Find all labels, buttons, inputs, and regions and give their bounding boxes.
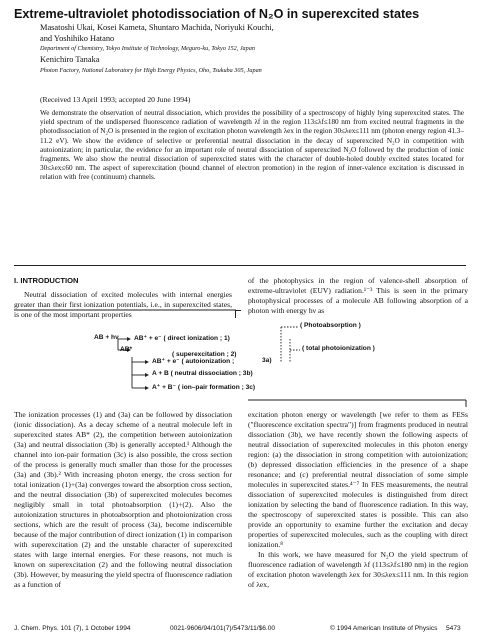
authors-line-2: and Yoshihiko Hatano	[40, 33, 115, 43]
body-left-column: The ionization processes (1) and (3a) can be followed by dissociation (ionic dissociation). As a decay scheme of a neutral molecule left in superexcited states AB* (2), the competition between autoionization (3a) and neutral dissociation (3b) is generally accepted.¹ Although the channel into ion-pair formation (3c) is also possible, the cross section of the process is generally much smaller than those for the processes (3a) and (3b).² With increasing photon energy, the cross section for total ionization (1)+(3a) converges toward the absorption cross section, and the neutral dissociation (3b) of superexcited molecules becomes negligibly small in total photoabsorption (1)+(2). Also the autoionization structures in photoabsorption and photoionization cross sections, which are the result of process (3a), become indiscernible because of the major contribution of direct ionization (1) in comparison with superexcitation (2) and the unstable character of superexcited states with large internal energies. For these reasons, not much is known on superexcitation (2) and the following neutral dissociation (3b). However, by measuring the yield spectra of fluorescence radiation as a function of	[14, 410, 232, 589]
article-title: Extreme-ultraviolet photodissociation of N₂O in superexcited states	[14, 7, 420, 21]
scheme-direct-ionization: AB⁺ + e⁻ ( direct ionization ; 1)	[134, 335, 230, 342]
scheme-photoabsorption: ( Photoabsorption )	[300, 322, 361, 329]
body-right-para-1: excitation photon energy or wavelength [we refer to them as FESs ("fluorescence excitation spectra")] from fragments produced in neutral dissociation (3b), we have recently shown the following aspects of neutral dissociation of superexcited molecules in this photon energy region: (a) the dissociation in strong competition with autoionization; (b) depressed dissociation efficiencies in the presence of a shape resonance; and (c) preferential neutral dissociation of some simple molecules in superexcited states.⁴⁻⁷ In FES measurements, the neutral dissociation of superexcited molecules is distinguished from direct ionization by selecting the band of fluorescence radiation. In this way, the spectroscopy of superexcited states is possible. This can also provide an opportunity to examine further the excitation and decay properties of superexcited molecules, such as the coupling with direct ionization.⁸	[248, 410, 468, 549]
scheme-neutral-dissociation: A + B ( neutral dissociation ; 3b)	[152, 370, 253, 377]
section-heading: I. INTRODUCTION	[14, 276, 79, 285]
scheme-total-photoionization: ( total photoionization )	[302, 345, 375, 352]
intro-right-column: of the photophysics in the region of valence-shell absorption of extreme-ultraviolet (EUV) radiation.¹⁻³ This is seen in the primary photophysical processes of a molecule AB following absorption of a photon with energy hν as	[248, 276, 468, 315]
scheme-autoionization: AB⁺ + e⁻ ( autoionization ;	[152, 358, 235, 365]
scheme-superexcited: AB*	[120, 346, 133, 353]
abstract: We demonstrate the observation of neutral dissociation, which provides the possibility of a spectroscopy of highly lying superexcited states. The yield spectrum of the undispersed fluorescence radiation of wavelength λf in the region 113≤λf≤180 nm from excited neutral fragments in the photodissociation of N₂O is presented in the region of excitation photon wavelength λex in the region 30≤λex≤111 nm (photon energy region 41.3–11.2 eV). We show the evidence of selective or preferential neutral dissociation in the decay of superexcited N₂O in competition with autoionization; in particular, the evidence for an important role of neutral dissociation of superexcited N₂O followed by the production of ionic fragments. We also show the neutral dissociation of superexcited states with the character of double-holed doubly excited states located for 30≤λex≤60 nm. The aspect of superexcitation (bound channel of electron promotion) in the region of inner-valence excitation is discussed in relation with free (continuum) channels.	[40, 109, 464, 182]
body-right-para-2: In this work, we have measured for N₂O the yield spectrum of fluorescence radiation of wavelength λf (113≤λf≤180 nm) in the region of excitation photon wavelength λex for 30≤λex≤111 nm. In this region of λex,	[248, 550, 468, 589]
footer-copyright: © 1994 American Institute of Physics	[330, 625, 438, 632]
affiliation-1: Department of Chemistry, Tokyo Institute of Technology, Meguro-ku, Tokyo 152, Japan	[40, 45, 255, 53]
page-number: 5473	[446, 625, 461, 632]
received-dates: (Received 13 April 1993; accepted 20 June 1994)	[40, 95, 191, 104]
scheme-3a: 3a)	[262, 357, 272, 364]
scheme-ion-pair: A⁺ + B⁻ ( ion–pair formation ; 3c)	[152, 384, 256, 391]
footer-code: 0021-9606/94/101(7)/5473/11/$6.00	[170, 625, 276, 632]
scheme-lhs: AB + hν	[94, 334, 119, 341]
intro-left-column: Neutral dissociation of excited molecules with internal energies greater than their first ionization potentials, i.e., in superexcited states, is one of the most important properties	[14, 290, 232, 319]
footer-journal: J. Chem. Phys. 101 (7), 1 October 1994	[14, 625, 131, 632]
affiliation-2: Photon Factory, National Laboratory for High Energy Physics, Oho, Tsukuba 305, Japan	[40, 66, 262, 74]
author-3: Kenichiro Tanaka	[40, 55, 100, 65]
body-right-column	[248, 410, 468, 590]
authors-line: Masatoshi Ukai, Kosei Kameta, Shuntaro Machida, Noriyuki Kouchi,	[40, 23, 274, 32]
scheme-superexcitation: ( superexcitation ; 2)	[172, 351, 237, 358]
